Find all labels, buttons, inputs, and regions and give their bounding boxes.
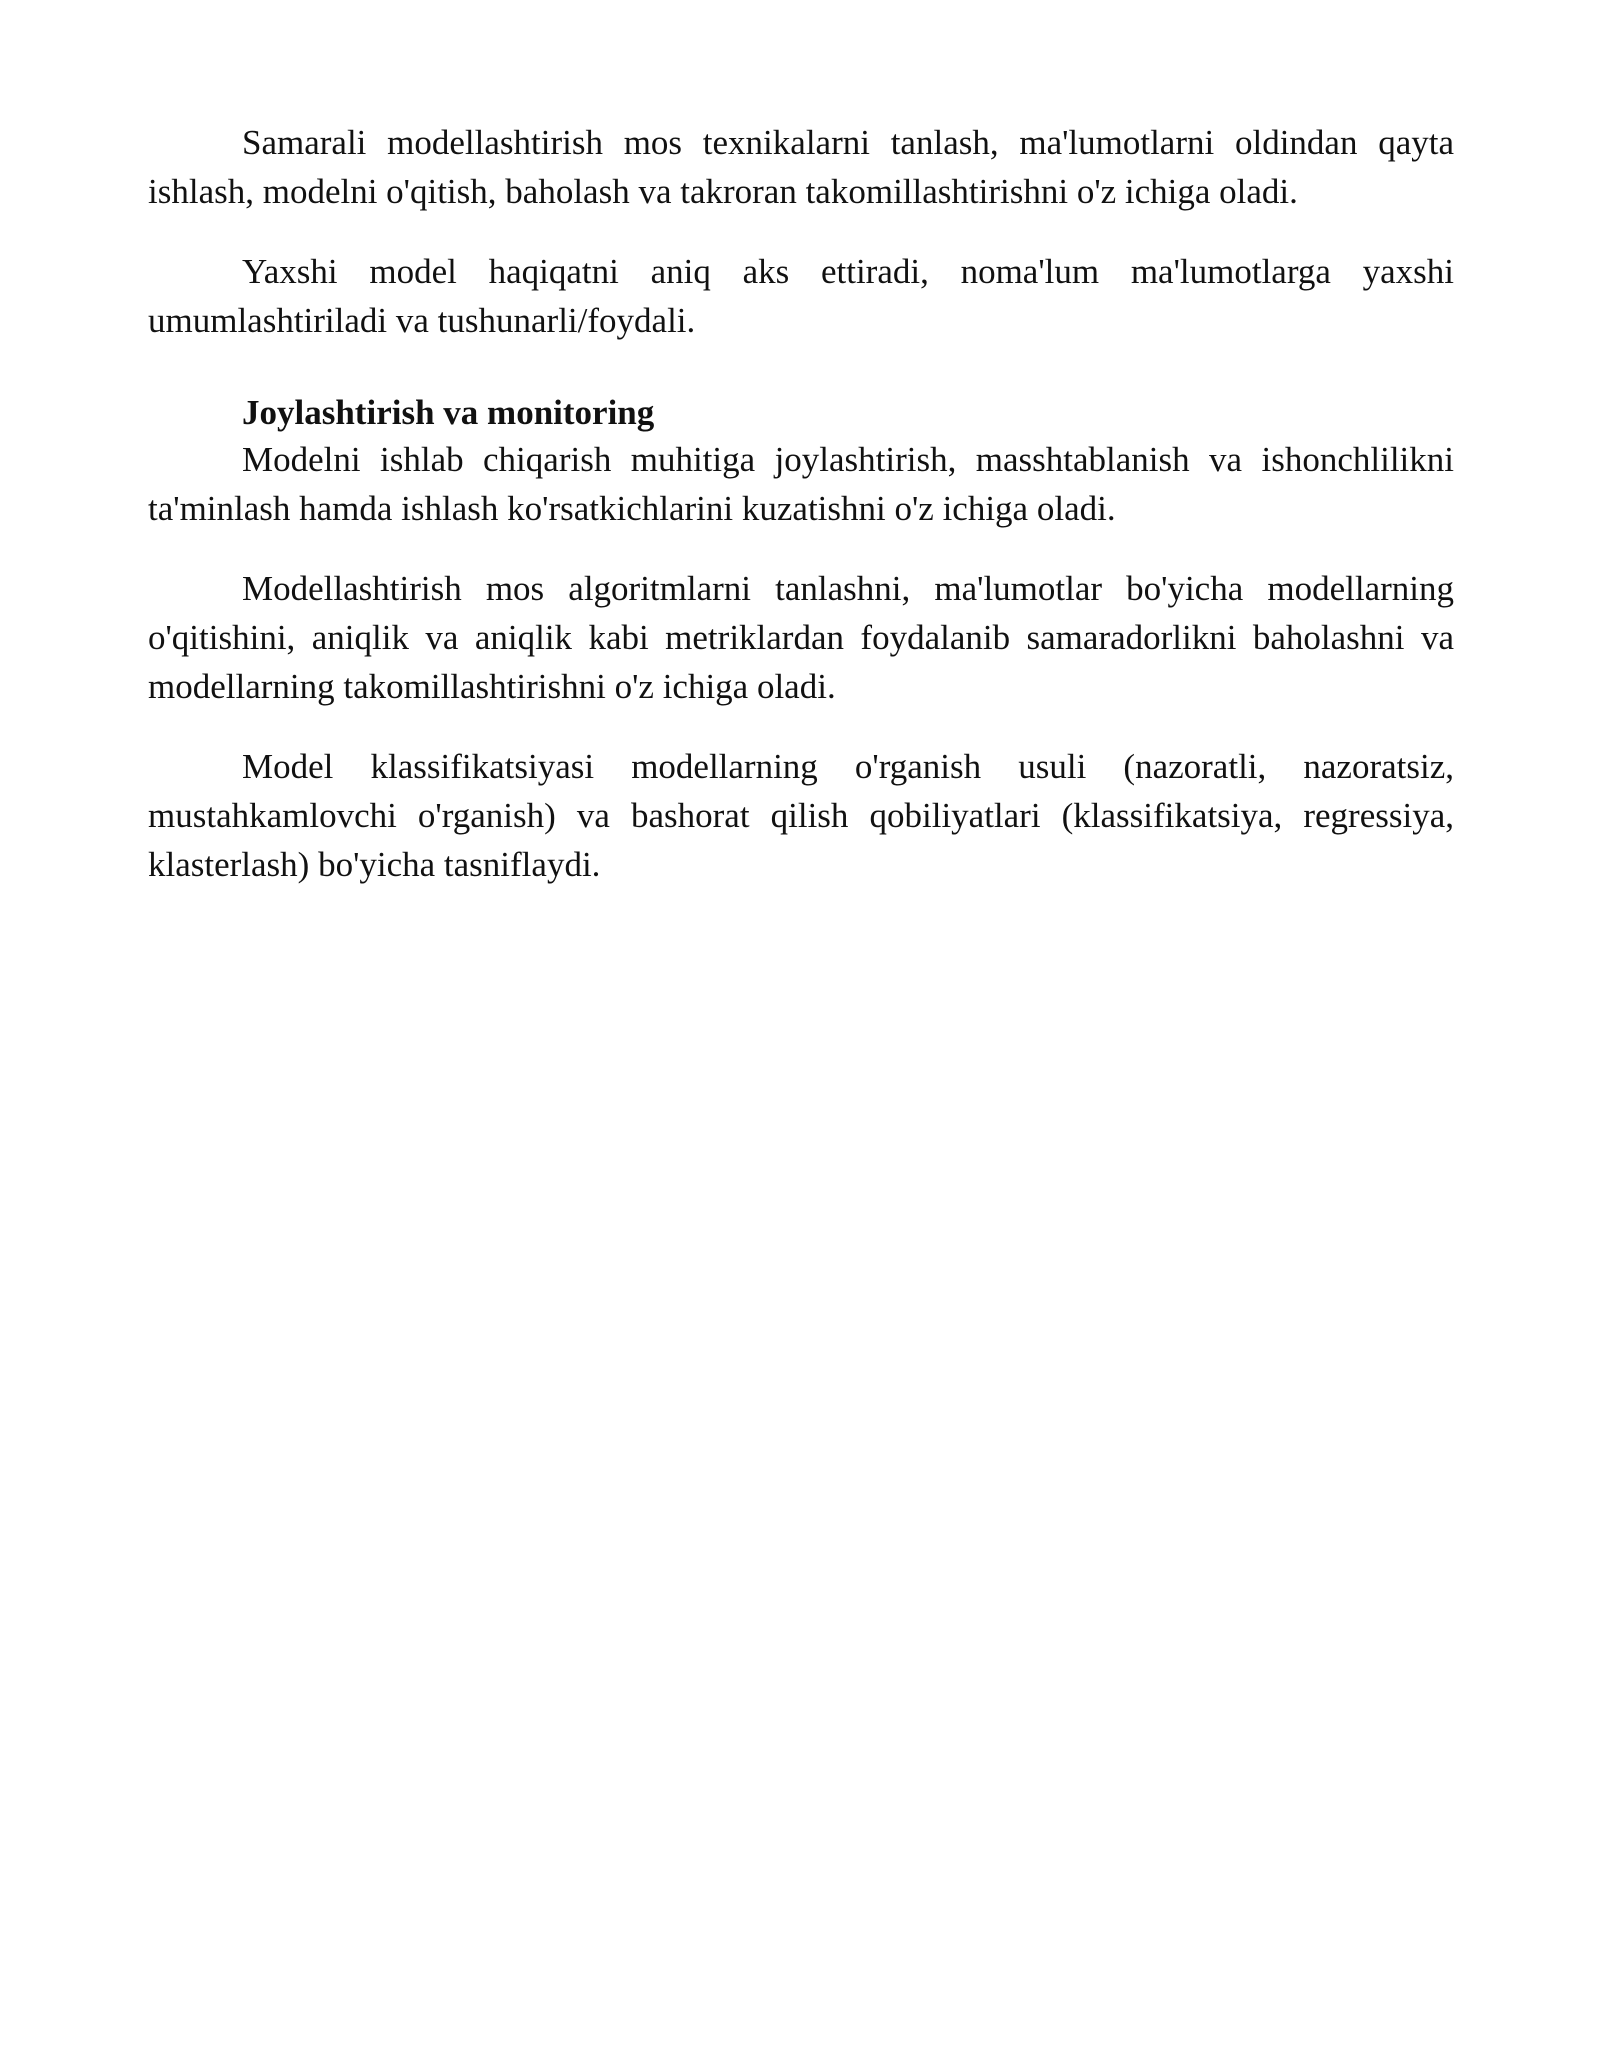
paragraph-effective-modeling: Samarali modellashtirish mos texnikalarni tanlash, ma'lumotlarni oldindan qayta ishlash, modelni o'qitish, baholash va takroran takomillashtirishni o'z ichiga oladi. — [148, 123, 1454, 211]
paragraph-deployment: Modelni ishlab chiqarish muhitiga joylashtirish, masshtablanish va ishonchlilikni ta'minlash hamda ishlash ko'rsatkichlarini kuzatishni o'z ichiga oladi. — [148, 440, 1454, 528]
paragraph-modeling-algorithms: Modellashtirish mos algoritmlarni tanlashni, ma'lumotlar bo'yicha modellarning o'qitishini, aniqlik va aniqlik kabi metriklardan foydalanib samaradorlikni baholashni va modellarning takomillashtirishni o'z ichiga oladi. — [148, 569, 1454, 706]
paragraph-model-classification: Model klassifikatsiyasi modellarning o'rganish usuli (nazoratli, nazoratsiz, mustahkamlovchi o'rganish) va bashorat qilish qobiliyatlari (klassifikatsiya, regressiya, klasterlash) bo'yicha tasniflaydi. — [148, 747, 1454, 884]
section-heading: Joylashtirish va monitoring — [242, 393, 655, 432]
paragraph-good-model: Yaxshi model haqiqatni aniq aks ettiradi, noma'lum ma'lumotlarga yaxshi umumlashtiriladi va tushunarli/foydali. — [148, 252, 1454, 340]
document-body — [148, 118, 1454, 920]
